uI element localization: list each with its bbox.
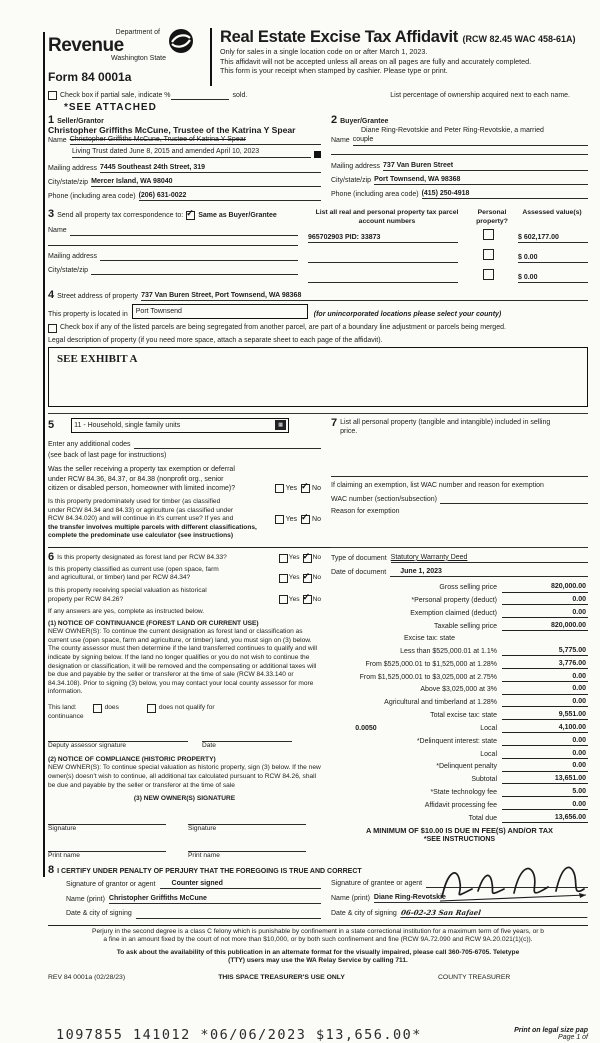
alt-format-line2: (TTY) users may use the WA Relay Service by calling 711. xyxy=(228,957,408,965)
date-of-document-value: June 1, 2023 xyxy=(390,567,588,577)
deputy-signature-label: Deputy assessor signature xyxy=(48,742,127,750)
perjury-line1: Perjury in the second degree is a class C felony which is punishable by confinement in a state correctional institution for a maximum term of five years, or b xyxy=(92,927,544,935)
type-of-document-label: Type of document xyxy=(331,554,387,562)
grantee-name-print-label: Name (print) xyxy=(331,895,370,903)
parcel-number-2 xyxy=(308,254,458,263)
tax-line-value: 0.00 xyxy=(502,672,588,682)
street-address-label: Street address of property xyxy=(57,293,139,301)
s6-q1-yes-checkbox[interactable] xyxy=(279,554,288,563)
wac-number-field[interactable] xyxy=(440,495,588,504)
parcel-row xyxy=(308,249,588,263)
no-label: No xyxy=(312,515,321,523)
s3-city-field[interactable] xyxy=(91,266,298,275)
s6-q2-yes-checkbox[interactable] xyxy=(279,574,288,583)
tax-line-value: 0.00 xyxy=(502,697,588,707)
s5-q2-line2: under RCW 84.34 and 84.33) or agriculture (as classified under xyxy=(48,506,234,514)
s5-q2-line1: Is this property predominately used for timber (as classified xyxy=(48,498,221,506)
print-name-label: Print name xyxy=(188,852,220,860)
deputy-date-field[interactable] xyxy=(202,733,292,742)
tax-line-value: 0.00 xyxy=(502,761,588,771)
redaction-square xyxy=(314,151,321,158)
located-note: (for unincorporated locations please select your county) xyxy=(313,311,502,319)
this-land-label: This land: xyxy=(48,704,77,712)
section6-number: 6 xyxy=(48,550,55,563)
section1-heading: Seller/Grantor xyxy=(57,118,104,125)
form-number: Form 84 0001a xyxy=(48,69,132,84)
s5-q2-line5: complete the predominate use calculator (see instructions) xyxy=(48,532,234,540)
does-label: does xyxy=(104,704,119,712)
segregated-label: Check box if any of the listed parcels are being segregated from another parcel, are part of a boundary line adjustment or parcels being merged. xyxy=(60,324,506,332)
notice3-title: (3) NEW OWNER(S) SIGNATURE xyxy=(133,795,236,803)
s6-q3-line2: property per RCW 84.26? xyxy=(48,595,124,603)
section7-text-line1: List all personal property (tangible and intangible) included in selling xyxy=(340,418,551,426)
tax-line-label: Agricultural and timberland at 1.28% xyxy=(384,699,497,707)
local-rate-value: 0.0050 xyxy=(355,724,377,732)
seller-phone-value: (206) 631-0022 xyxy=(139,191,321,201)
tax-line-value: 0.00 xyxy=(502,736,588,746)
yes-label: Yes xyxy=(285,484,298,492)
seller-city-label: City/state/zip xyxy=(48,178,89,186)
section7-text-line2: price. xyxy=(340,428,358,436)
header-note-2: This affidavit will not be accepted unless all areas on all pages are fully and accurately completed. xyxy=(220,56,532,66)
wac-number-label: WAC number (section/subsection) xyxy=(331,495,437,503)
partial-sale-checkbox[interactable] xyxy=(48,91,57,100)
tax-line-label: *State technology fee xyxy=(430,789,497,797)
located-in-label: This property is located in xyxy=(48,311,128,319)
treasurer-stamp: 1097855 141012 *06/06/2023 $13,656.00* xyxy=(56,1026,422,1043)
county-treasurer-label: COUNTY TREASURER xyxy=(438,973,511,981)
tax-line-value: 0.00 xyxy=(502,608,588,618)
tax-line-label: Local xyxy=(480,724,497,732)
grantor-date-city-label: Date & city of signing xyxy=(66,910,132,918)
yes-label: Yes xyxy=(288,554,300,562)
land-use-code-select[interactable]: 11 - Household, single family units ▦ xyxy=(71,418,289,433)
segregated-checkbox[interactable] xyxy=(48,324,57,333)
tax-line-value: 4,100.00 xyxy=(502,723,588,733)
tax-line-label: *Personal property (deduct) xyxy=(411,597,497,605)
yes-label: Yes xyxy=(288,595,300,603)
parcel-row xyxy=(308,229,588,243)
buyer-city-value: Port Townsend, WA 98368 xyxy=(374,175,588,185)
legal-description-box: SEE EXHIBIT A xyxy=(48,347,588,407)
new-owner-signature-field-1[interactable] xyxy=(48,816,166,825)
section7-number: 7 xyxy=(331,416,338,429)
section3-number: 3 xyxy=(48,208,55,221)
buyer-phone-label: Phone (including area code) xyxy=(331,191,419,199)
section5-number: 5 xyxy=(48,418,55,431)
buyer-name-label: Name xyxy=(331,137,350,145)
seller-phone-label: Phone (including area code) xyxy=(48,193,136,201)
yes-label: Yes xyxy=(285,515,298,523)
seller-name-overprint: Christopher Griffiths McCune, Trustee of the Katrina Y Spear xyxy=(48,125,296,136)
county-select[interactable]: Port Townsend xyxy=(132,304,308,319)
same-as-buyer-checkbox[interactable] xyxy=(186,211,195,220)
certify-statement: I CERTIFY UNDER PENALTY OF PERJURY THAT THE FOREGOING IS TRUE AND CORRECT xyxy=(57,867,362,875)
grantor-date-city-field[interactable] xyxy=(136,910,321,919)
tax-line-value: 5.00 xyxy=(502,787,588,797)
section4-number: 4 xyxy=(48,289,55,302)
no-label: No xyxy=(312,484,321,492)
form-header xyxy=(48,28,588,86)
s6-q2-line1: Is this property classified as current use (open space, farm xyxy=(48,565,219,573)
does-not-checkbox[interactable] xyxy=(147,704,156,713)
minimum-due-note: A MINIMUM OF $10.00 IS DUE IN FEE(S) AND/OR TAX xyxy=(366,825,553,835)
ownership-percent-note: List percentage of ownership acquired next to each name. xyxy=(390,92,570,99)
s6-q3-yes-checkbox[interactable] xyxy=(279,595,288,604)
deputy-date-label: Date xyxy=(202,742,216,750)
tax-line-value: 5,775.00 xyxy=(502,646,588,656)
tax-line-label: Above $3,025,000 at 3% xyxy=(420,686,497,694)
washington-state-label: Washington State xyxy=(111,55,166,63)
s6-q1-text: Is this property designated as forest land per RCW 84.33? xyxy=(57,554,227,562)
tax-line-value: 0.00 xyxy=(502,595,588,605)
street-address-value: 737 Van Buren Street, Port Townsend, WA 98368 xyxy=(141,291,588,301)
see-back-note: (see back of last page for instructions) xyxy=(48,452,167,460)
tax-line-value: 820,000.00 xyxy=(502,621,588,631)
form-title-rcw: (RCW 82.45 WAC 458-61A) xyxy=(462,34,576,44)
buyer-name-line2: couple xyxy=(353,135,588,145)
parcel-number-3 xyxy=(308,274,458,283)
buyer-city-label: City/state/zip xyxy=(331,176,372,184)
seller-name-line2: Living Trust dated June 8, 2015 and amended April 10, 2023 xyxy=(72,147,311,157)
header-note-1: Only for sales in a single location code on or after March 1, 2023. xyxy=(220,47,428,56)
tax-line-label: Total excise tax: state xyxy=(430,712,497,720)
tax-line-value: 820,000.00 xyxy=(502,582,588,592)
grantor-signature-value: Counter signed xyxy=(160,879,321,889)
additional-codes-field[interactable] xyxy=(134,440,322,449)
personal-property-checkbox-2[interactable] xyxy=(483,249,494,260)
buyer-phone-value: (415) 250-4918 xyxy=(422,189,588,199)
header-divider xyxy=(210,28,212,86)
s5-q1-line1: Was the seller receiving a property tax exemption or deferral xyxy=(48,466,235,474)
tax-line-label: *Delinquent penalty xyxy=(436,763,497,771)
date-of-document-label: Date of document xyxy=(331,569,387,577)
form-title: Real Estate Excise Tax Affidavit xyxy=(220,28,459,46)
parcel-number-1: 965702903 PID: 33873 xyxy=(308,233,458,243)
s5-q1-line2: under RCW 84.36, 84.37, or 84.38 (nonprofit org., senior xyxy=(48,475,224,483)
notice2-body: NEW OWNER(S): To continue special valuation as historic property, sign (3) below. If the new owner(s) doesn't wish to continue, all additional tax calculated pursuant to RCW 84.26, shall be due and payable by the seller or transferor at the time of sale xyxy=(48,764,321,789)
continuance-label: continuance xyxy=(48,712,84,720)
assessed-value-3: $ 0.00 xyxy=(518,273,588,283)
grantee-date-city-value: 06-02-23 San Rafael xyxy=(400,908,589,918)
buyer-name-line1: Diane Ring-Revotskie and Peter Ring-Revotskie, a married xyxy=(361,127,544,135)
section3-text: Send all property tax correspondence to: xyxy=(57,212,184,220)
seller-name-struck: Christopher Griffiths McCune, Trustee of Katrina Y Spear xyxy=(70,135,321,145)
does-not-label: does not qualify for xyxy=(158,704,215,712)
s6-q1-no-checkbox[interactable] xyxy=(303,554,312,563)
reason-exemption-label: Reason for exemption xyxy=(331,507,400,515)
tax-line-label: Exemption claimed (deduct) xyxy=(410,610,497,618)
perjury-line2: a fine in an amount fixed by the court of not more than $10,000, or by both such confinement and fine (RCW 9A.72.090 and RCW 9A.20.021(1)(c)). xyxy=(103,936,533,944)
exemption-note: If claiming an exemption, list WAC number and reason for exemption xyxy=(331,482,544,490)
seller-name-label: Name xyxy=(48,137,67,145)
additional-codes-label: Enter any additional codes xyxy=(48,440,131,448)
s6-q3-line1: Is this property receiving special valuation as historical xyxy=(48,587,207,595)
treasurer-space-label: THIS SPACE TREASURER'S USE ONLY xyxy=(218,973,345,981)
tax-line-value: 0.00 xyxy=(502,749,588,759)
tax-line-value: 0.00 xyxy=(502,684,588,694)
s6-q3-no-checkbox[interactable] xyxy=(303,595,312,604)
grantee-name-print-value: Diane Ring-Revotskie xyxy=(374,893,588,903)
buyer-mailing-label: Mailing address xyxy=(331,162,381,170)
tax-line-label: Total due xyxy=(468,814,497,822)
tax-line-label: Less than $525,000.01 at 1.1% xyxy=(400,647,497,655)
s3-name-label: Name xyxy=(48,227,67,235)
s3-name-field[interactable] xyxy=(70,227,298,236)
same-as-buyer-label: Same as Buyer/Grantee xyxy=(198,212,277,220)
yes-label: Yes xyxy=(288,574,300,582)
no-label: No xyxy=(312,595,321,603)
notice1-title: (1) NOTICE OF CONTINUANCE (FOREST LAND OR CURRENT USE) xyxy=(48,619,259,627)
assessed-value-2: $ 0.00 xyxy=(518,253,588,263)
print-legal-note: Print on legal size pap xyxy=(514,1026,588,1034)
signature-label: Signature xyxy=(188,824,217,832)
dept-of-label: Department of xyxy=(115,29,160,36)
if-any-yes-note: If any answers are yes, complete as instructed below. xyxy=(48,608,205,616)
s3-mailing-label: Mailing address xyxy=(48,252,98,260)
tax-line-label: Subtotal xyxy=(471,776,497,784)
notice2-title: (2) NOTICE OF COMPLIANCE (HISTORIC PROPERTY) xyxy=(48,755,216,763)
seller-city-value: Mercer Island, WA 98040 xyxy=(91,177,321,187)
s5-q1-line3: citizen or disabled person, homeowner with limited income)? xyxy=(48,484,236,492)
revenue-wordmark: Revenue xyxy=(48,35,124,57)
section2-heading: Buyer/Grantee xyxy=(340,118,389,125)
s5-q2-yes-checkbox[interactable] xyxy=(275,515,284,524)
section2-number: 2 xyxy=(331,114,338,127)
notice1-body: NEW OWNER(S): To continue the current designation as forest land or classification as current use (open space, farm and agriculture, or timber) land, you must sign on (3) below. The county assessor must then determine if the land transferred continues to qualify and will indicate by signing below. If the land no longer qualifies or you do not wish to continue the designation or classification, it will be removed and the compensating or additional taxes will be due and payable by the seller or transferor at the time of sale (RCW 84.33.140 or 84.34.108). Prior to signing (3) below, you may contact your local county assessor for more information. xyxy=(48,628,318,696)
partial-sale-label: Check box if partial sale, indicate % xyxy=(60,92,171,99)
see-instructions-note: *SEE INSTRUCTIONS xyxy=(423,836,496,844)
grantor-name-print-label: Name (print) xyxy=(66,896,105,904)
legal-description-label: Legal description of property (if you need more space, attach a separate sheet to each page of the affidavit). xyxy=(48,336,383,344)
tax-line-label: Local xyxy=(480,750,497,758)
new-owner-signature-field-2[interactable] xyxy=(188,816,306,825)
grantor-signature-label: Signature of grantor or agent xyxy=(66,880,156,888)
grantee-signature-label: Signature of grantee or agent xyxy=(331,879,423,887)
see-attached-overprint: *SEE ATTACHED xyxy=(64,102,157,114)
s5-q1-no-checkbox[interactable] xyxy=(301,484,310,493)
signature-label: Signature xyxy=(48,824,77,832)
type-of-document-value: Statutory Warranty Deed xyxy=(391,553,588,563)
seller-mailing-label: Mailing address xyxy=(48,164,98,172)
personal-property-checkbox-1[interactable] xyxy=(483,229,494,240)
s5-q2-line4: the transfer involves multiple parcels with different classifications, xyxy=(48,523,257,531)
section1-number: 1 xyxy=(48,114,55,127)
buyer-mailing-value: 737 Van Buren Street xyxy=(383,161,588,171)
new-owner-printname-field-1[interactable] xyxy=(48,843,166,852)
deputy-signature-field[interactable] xyxy=(48,733,188,742)
new-owner-printname-field-2[interactable] xyxy=(188,843,306,852)
print-name-label: Print name xyxy=(48,852,80,860)
s5-q2-no-checkbox[interactable] xyxy=(301,515,310,524)
tax-line-label: *Delinquent interest: state xyxy=(416,737,497,745)
tax-line-value: 13,651.00 xyxy=(502,774,588,784)
personal-property-field[interactable] xyxy=(331,436,588,477)
s5-q2-line3: RCW 84.34.020) and will continue in it's current use? If yes and xyxy=(48,515,234,523)
tax-line-label: From $525,000.01 to $1,525,000 at 1.28% xyxy=(365,660,497,668)
parcel-row xyxy=(308,269,588,283)
tax-line-label: From $1,525,000.01 to $3,025,000 at 2.75% xyxy=(359,673,497,681)
buyer-name-extra-line xyxy=(331,146,588,155)
rev-number: REV 84 0001a (02/28/23) xyxy=(48,973,126,981)
s6-q2-no-checkbox[interactable] xyxy=(303,574,312,583)
excise-tax-state-header: Excise tax: state xyxy=(404,634,455,642)
scan-artifact-line xyxy=(43,32,45,877)
tax-line-value: 9,551.00 xyxy=(502,710,588,720)
tax-line-label: Affidavit processing fee xyxy=(424,801,497,809)
combo-widget-icon: ▦ xyxy=(275,420,286,430)
sold-label: sold. xyxy=(232,92,248,99)
no-label: No xyxy=(312,574,321,582)
alt-format-line1: To ask about the availability of this publication in an alternate format for the visually impaired, please call 360-705-6705. Teletype xyxy=(116,948,520,956)
tax-line-value: 3,776.00 xyxy=(502,659,588,669)
personal-property-checkbox-3[interactable] xyxy=(483,269,494,280)
grantee-signature-image xyxy=(438,861,588,906)
s5-q1-yes-checkbox[interactable] xyxy=(275,484,284,493)
grantee-date-city-label: Date & city of signing xyxy=(331,910,397,918)
s3-mailing-field[interactable] xyxy=(100,252,298,261)
parcel-col2-header: Personal property? xyxy=(476,209,508,225)
tax-line-value: 13,656.00 xyxy=(502,813,588,823)
partial-sale-percent-field[interactable] xyxy=(171,99,229,100)
does-checkbox[interactable] xyxy=(93,704,102,713)
s3-extra-line xyxy=(48,236,298,246)
dor-swirl-icon xyxy=(168,28,194,59)
section8-number: 8 xyxy=(48,863,55,876)
dor-logo xyxy=(48,28,208,84)
parcel-col1-header: List all real and personal property tax parcel account numbers xyxy=(315,209,459,225)
grantor-name-print-value: Christopher Griffiths McCune xyxy=(109,894,321,904)
no-label: No xyxy=(312,554,321,562)
s6-q2-line2: and agricultural, or timber) land per RCW 84.34? xyxy=(48,574,191,582)
tax-line-value: 0.00 xyxy=(502,800,588,810)
header-note-3: This form is your receipt when stamped by cashier. Please type or print. xyxy=(220,66,448,76)
seller-mailing-value: 7445 Southeast 24th Street, 319 xyxy=(100,163,321,173)
parcel-col3-header: Assessed value(s) xyxy=(522,209,582,217)
assessed-value-1: $ 602,177.00 xyxy=(518,233,588,243)
tax-line-label: Gross selling price xyxy=(439,584,497,592)
s3-city-label: City/state/zip xyxy=(48,266,89,274)
page-number-note: Page 1 of xyxy=(558,1033,588,1041)
tax-line-label: Taxable selling price xyxy=(433,622,497,630)
